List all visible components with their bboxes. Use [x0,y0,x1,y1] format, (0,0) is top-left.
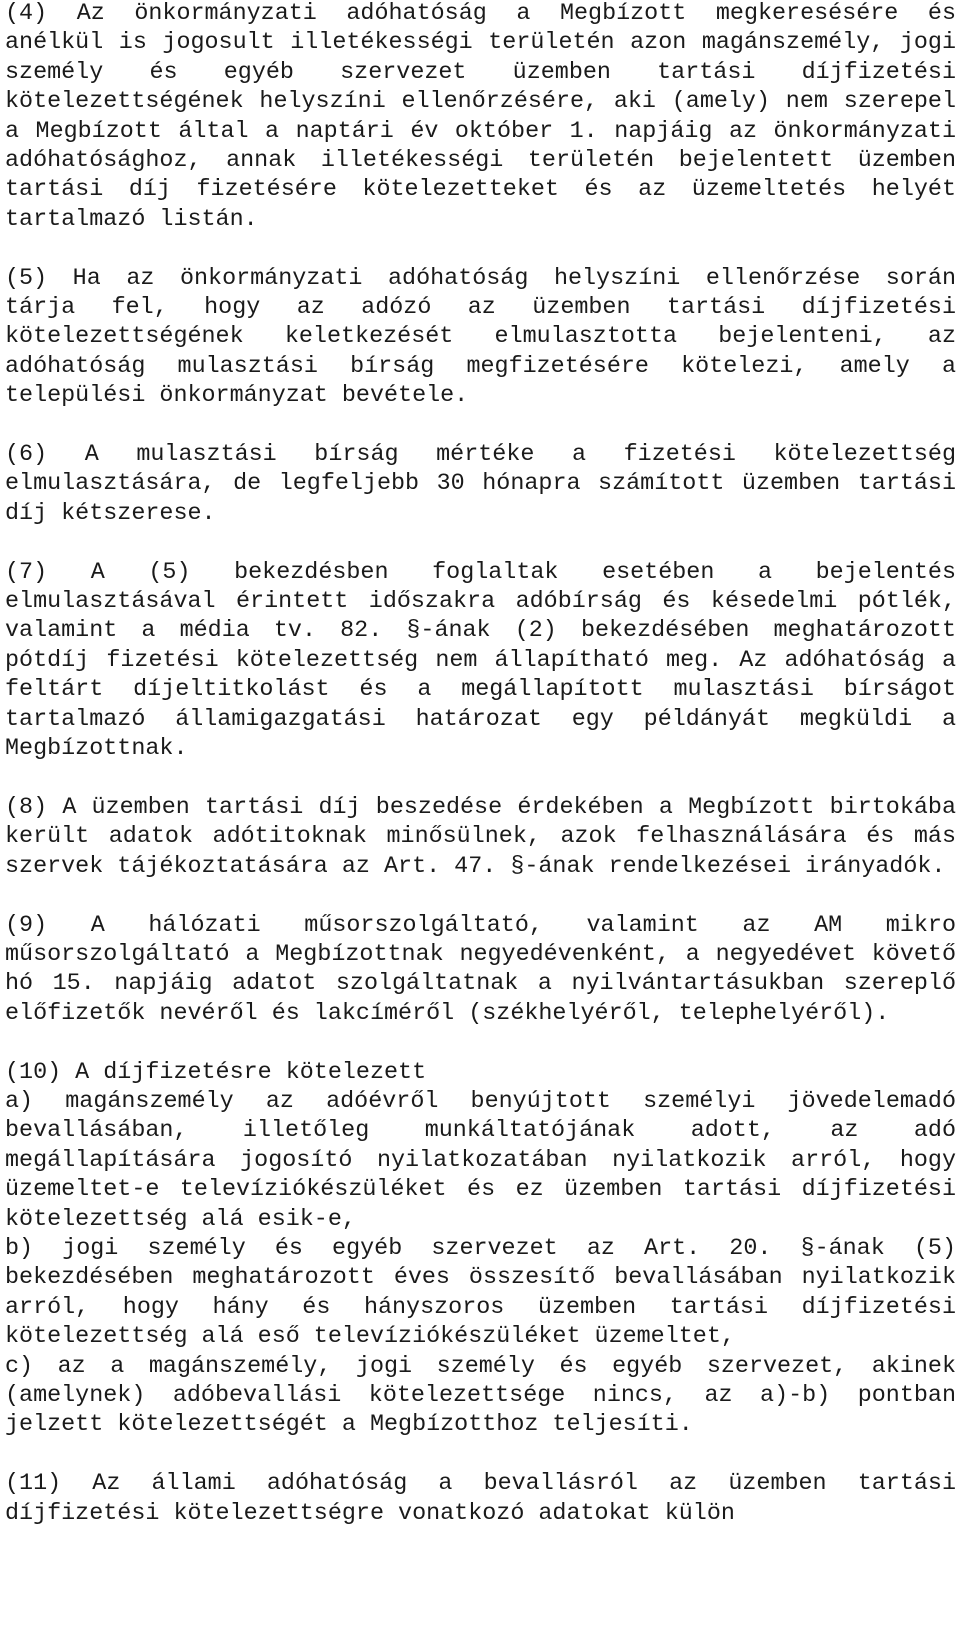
paragraph-10-item-c: c) az a magánszemély, jogi személy és egyéb szervezet, akinek (amelynek) adóbevallási kötelezettsége nincs, az a)-b) pontban jelzett kötelezettségét a Megbízotthoz teljesíti. [5,1353,956,1439]
paragraph-7: (7) A (5) bekezdésben foglaltak esetében a bejelentés elmulasztásával érintett időszakra adóbírság és késedelmi pótlék, valamint a média tv. 82. §-ának (2) bekezdésében meghatározott pótdíj fizetési kötelezettség nem állapítható meg. Az adóhatóság a feltárt díjeltitkolást és a megállapított mulasztási bírságot tartalmazó államigazgatási határozat egy példányát megküldi a Megbízottnak. [5,559,956,763]
paragraph-9: (9) A hálózati műsorszolgáltató, valamint az AM mikro műsorszolgáltató a Megbízottnak negyedévenként, a negyedévet követő hó 15. napjáig adatot szolgáltatnak a nyilvántartásukban szereplő előfizetők nevéről és lakcíméről (székhelyéről, telephelyéről). [5,912,956,1027]
paragraph-10-heading: (10) A díjfizetésre kötelezett [5,1059,427,1086]
paragraph-5: (5) Ha az önkormányzati adóhatóság helyszíni ellenőrzése során tárja fel, hogy az adózó az üzemben tartási díjfizetési kötelezettségének keletkezését elmulasztotta bejelenteni, az adóhatóság mulasztási bírság megfizetésére kötelezi, amely a települési önkormányzat bevétele. [5,265,956,410]
paragraph-10 [5,1059,956,1441]
paragraph-4: (4) Az önkormányzati adóhatóság a Megbízott megkeresésére és anélkül is jogosult illetékességi területén azon magánszemély, jogi személy és egyéb szervezet üzemben tartási díjfizetési kötelezettségének helyszíni ellenőrzésére, aki (amely) nem szerepel a Megbízott által a naptári év október 1. napjáig az önkormányzati adóhatósághoz, annak illetékességi területén bejelentett üzemben tartási díj fizetésére kötelezetteket és az üzemeltetés helyét tartalmazó listán. [5,1,956,233]
paragraph-6: (6) A mulasztási bírság mértéke a fizetési kötelezettség elmulasztására, de legfeljebb 30 hónapra számított üzemben tartási díj kétszerese. [5,442,956,527]
paragraph-10-item-b: b) jogi személy és egyéb szervezet az Art. 20. §-ának (5) bekezdésében meghatározott éves összesítő bevallásában nyilatkozik arról, hogy hány és hányszoros üzemben tartási díjfizetési kötelezettség alá eső televíziókészüléket üzemeltet, [5,1235,956,1351]
paragraph-8: (8) A üzemben tartási díj beszedése érdekében a Megbízott birtokába került adatok adótitoknak minősülnek, azok felhasználására és más szervek tájékoztatására az Art. 47. §-ának rendelkezései irányadók. [5,794,956,880]
paragraph-10-item-a: a) magánszemély az adóévről benyújtott személyi jövedelemadó bevallásában, illetőleg munkáltatójának adott, az adó megállapítására jogosító nyilatkozatában nyilatkozik arról, hogy üzemeltet-e televíziókészüléket és ez üzemben tartási díjfizetési kötelezettség alá esik-e, [5,1088,956,1233]
paragraph-11: (11) Az állami adóhatóság a bevallásról az üzemben tartási díjfizetési kötelezettségre vonatkozó adatokat külön [5,1471,956,1527]
